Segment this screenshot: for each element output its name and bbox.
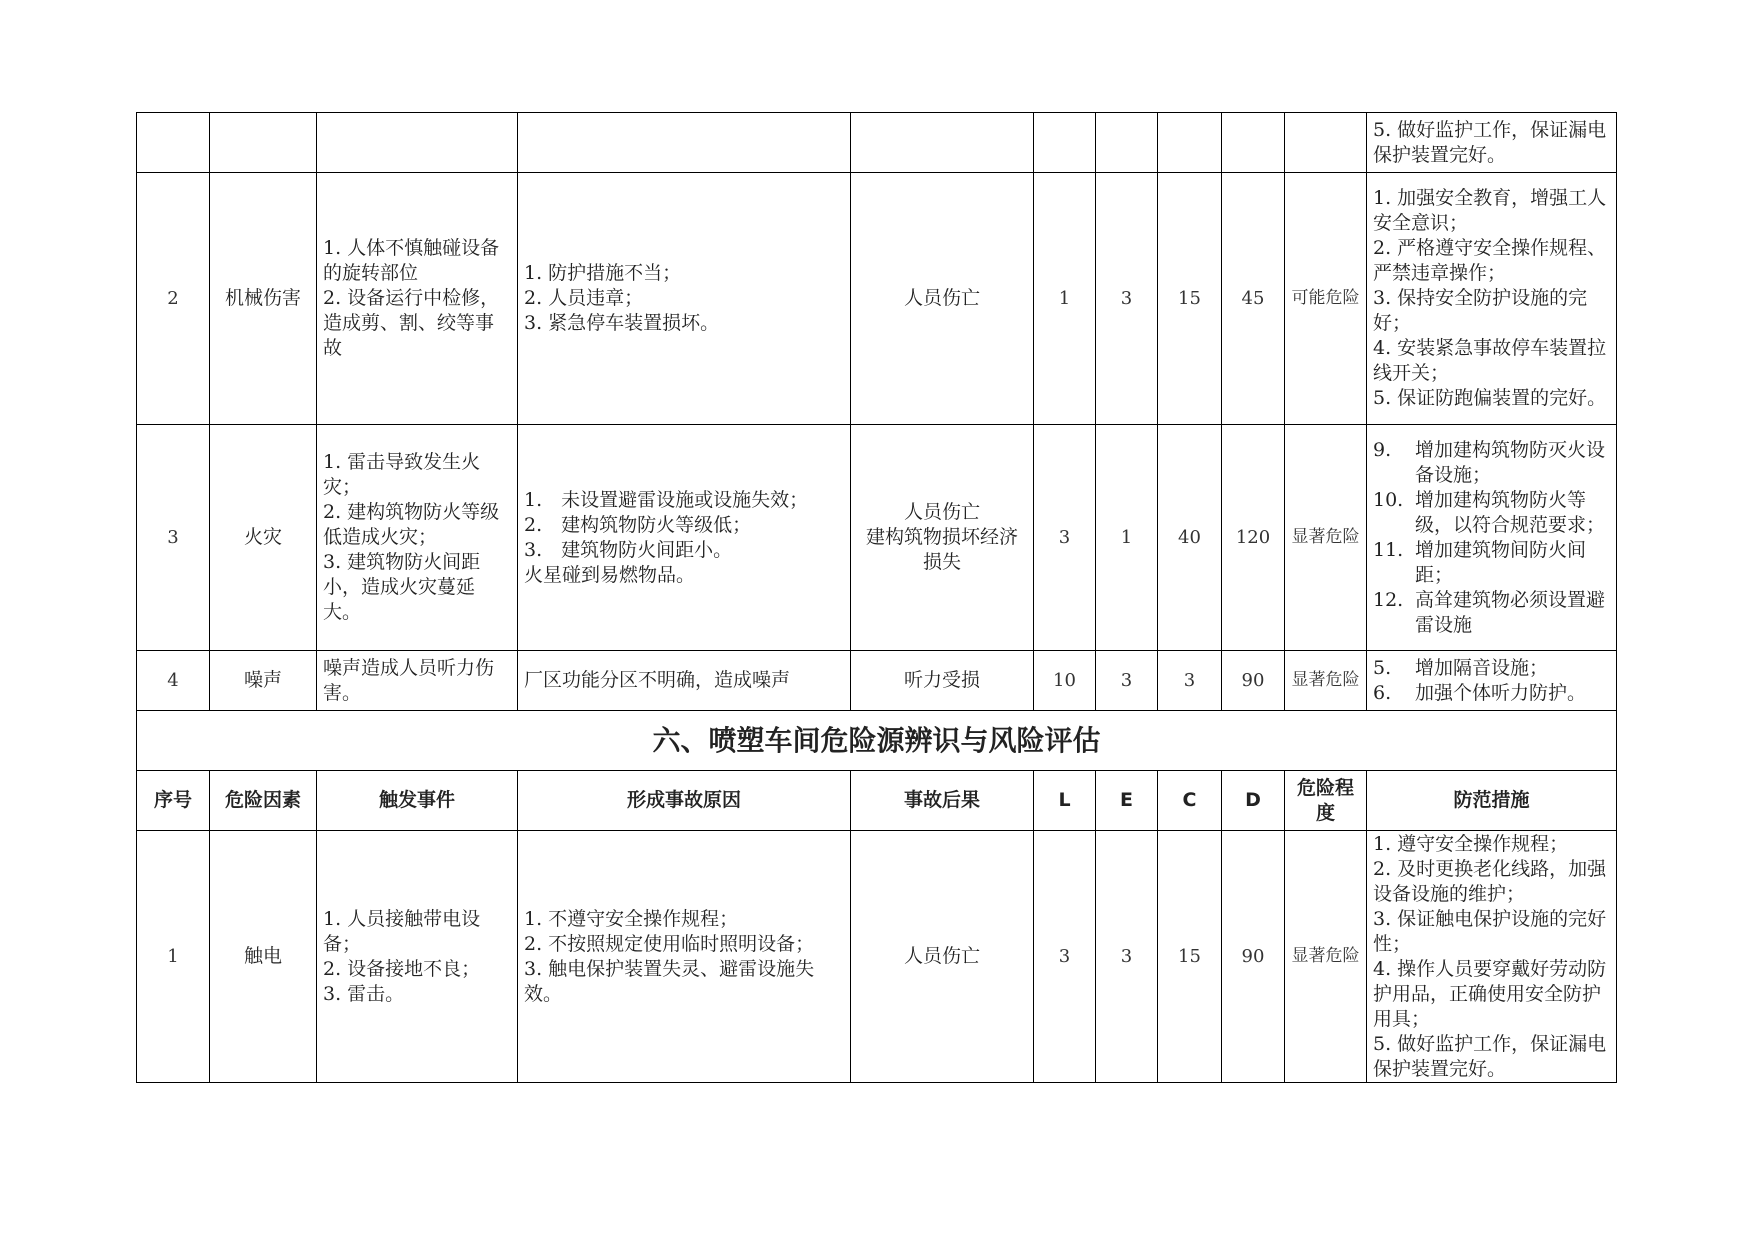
header-trigger: 触发事件 [317,771,518,831]
cell-D: 120 [1222,425,1285,651]
cell-factor: 火灾 [210,425,317,651]
cell-level: 可能危险 [1285,173,1367,425]
header-row [137,771,1617,831]
header-L: L [1034,771,1096,831]
table-row [137,113,1617,173]
table-row [137,173,1617,425]
cell-trigger: 噪声造成人员听力伤害。 [317,651,518,711]
cell-consequence [851,113,1034,173]
cell-consequence: 听力受损 [851,651,1034,711]
cell-consequence: 人员伤亡 [851,831,1034,1083]
list-item: 10. 增加建构筑物防火等级，以符合规范要求； [1373,488,1606,536]
cell-cause [518,113,851,173]
cell-cause: 1. 防护措施不当； 2. 人员违章； 3. 紧急停车装置损坏。 [518,173,851,425]
cell-trigger: 1. 雷击导致发生火灾； 2. 建构筑物防火等级低造成火灾； 3. 建筑物防火间距小，造成火灾蔓延大。 [317,425,518,651]
cell-E: 3 [1096,831,1158,1083]
list-item: 11. 增加建筑物间防火间距； [1373,538,1587,586]
header-measures: 防范措施 [1367,771,1617,831]
cell-measures [1367,425,1617,651]
cell-no: 3 [137,425,210,651]
cell-consequence: 人员伤亡 [851,173,1034,425]
cell-level [1285,113,1367,173]
section-title: 六、喷塑车间危险源辨识与风险评估 [137,711,1617,771]
cell-C: 40 [1158,425,1222,651]
cell-factor [210,113,317,173]
cell-D [1222,113,1285,173]
list-item: 9. 增加建构筑物防灭火设备设施； [1373,438,1606,486]
cell-C [1158,113,1222,173]
cell-E: 3 [1096,173,1158,425]
cell-measures [1367,651,1617,711]
header-consequence: 事故后果 [851,771,1034,831]
cell-L: 3 [1034,831,1096,1083]
table-row [137,425,1617,651]
cell-L: 3 [1034,425,1096,651]
header-no: 序号 [137,771,210,831]
risk-assessment-table [136,112,1617,1083]
cell-no: 1 [137,831,210,1083]
cell-L: 1 [1034,173,1096,425]
header-cause: 形成事故原因 [518,771,851,831]
section-title-row [137,711,1617,771]
cell-cause: 1. 不遵守安全操作规程； 2. 不按照规定使用临时照明设备； 3. 触电保护装置失灵、避雷设施失效。 [518,831,851,1083]
cell-measures: 5. 做好监护工作，保证漏电保护装置完好。 [1367,113,1617,173]
cell-measures: 1. 加强安全教育，增强工人安全意识； 2. 严格遵守安全操作规程、严禁违章操作； 3. 保持安全防护设施的完好； 4. 安装紧急事故停车装置拉线开关； 5. 保证防跑偏装置的完好。 [1367,173,1617,425]
cell-factor: 触电 [210,831,317,1083]
measures-list [1373,438,1610,638]
cell-D: 90 [1222,831,1285,1083]
cell-cause: 1. 未设置避雷设施或设施失效； 2. 建构筑物防火等级低； 3. 建筑物防火间距小。 火星碰到易燃物品。 [518,425,851,651]
cell-level: 显著危险 [1285,425,1367,651]
cell-E: 3 [1096,651,1158,711]
measures-list [1373,656,1610,706]
list-item: 6. 加强个体听力防护。 [1373,681,1587,704]
cell-C: 15 [1158,831,1222,1083]
cell-D: 90 [1222,651,1285,711]
cell-C: 15 [1158,173,1222,425]
cell-no [137,113,210,173]
cell-trigger [317,113,518,173]
cell-no: 4 [137,651,210,711]
header-E: E [1096,771,1158,831]
list-item: 5. 增加隔音设施； [1373,656,1549,679]
header-factor: 危险因素 [210,771,317,831]
header-D: D [1222,771,1285,831]
cell-measures: 1. 遵守安全操作规程； 2. 及时更换老化线路，加强设备设施的维护； 3. 保证触电保护设施的完好性； 4. 操作人员要穿戴好劳动防护用品，正确使用安全防护用具； 5. 做好监护工作，保证漏电保护装置完好。 [1367,831,1617,1083]
cell-C: 3 [1158,651,1222,711]
cell-E [1096,113,1158,173]
cell-factor: 机械伤害 [210,173,317,425]
table-row [137,651,1617,711]
cell-trigger: 1. 人体不慎触碰设备的旋转部位 2. 设备运行中检修，造成剪、割、绞等事故 [317,173,518,425]
cell-factor: 噪声 [210,651,317,711]
cell-consequence: 人员伤亡 建构筑物损坏经济损失 [851,425,1034,651]
list-item: 12. 高耸建筑物必须设置避雷设施 [1373,588,1606,636]
table-row [137,831,1617,1083]
header-level: 危险程度 [1285,771,1367,831]
cell-no: 2 [137,173,210,425]
cell-cause: 厂区功能分区不明确，造成噪声 [518,651,851,711]
cell-L: 10 [1034,651,1096,711]
cell-level: 显著危险 [1285,651,1367,711]
cell-E: 1 [1096,425,1158,651]
cell-D: 45 [1222,173,1285,425]
header-C: C [1158,771,1222,831]
cell-trigger: 1. 人员接触带电设备； 2. 设备接地不良； 3. 雷击。 [317,831,518,1083]
cell-L [1034,113,1096,173]
cell-level: 显著危险 [1285,831,1367,1083]
